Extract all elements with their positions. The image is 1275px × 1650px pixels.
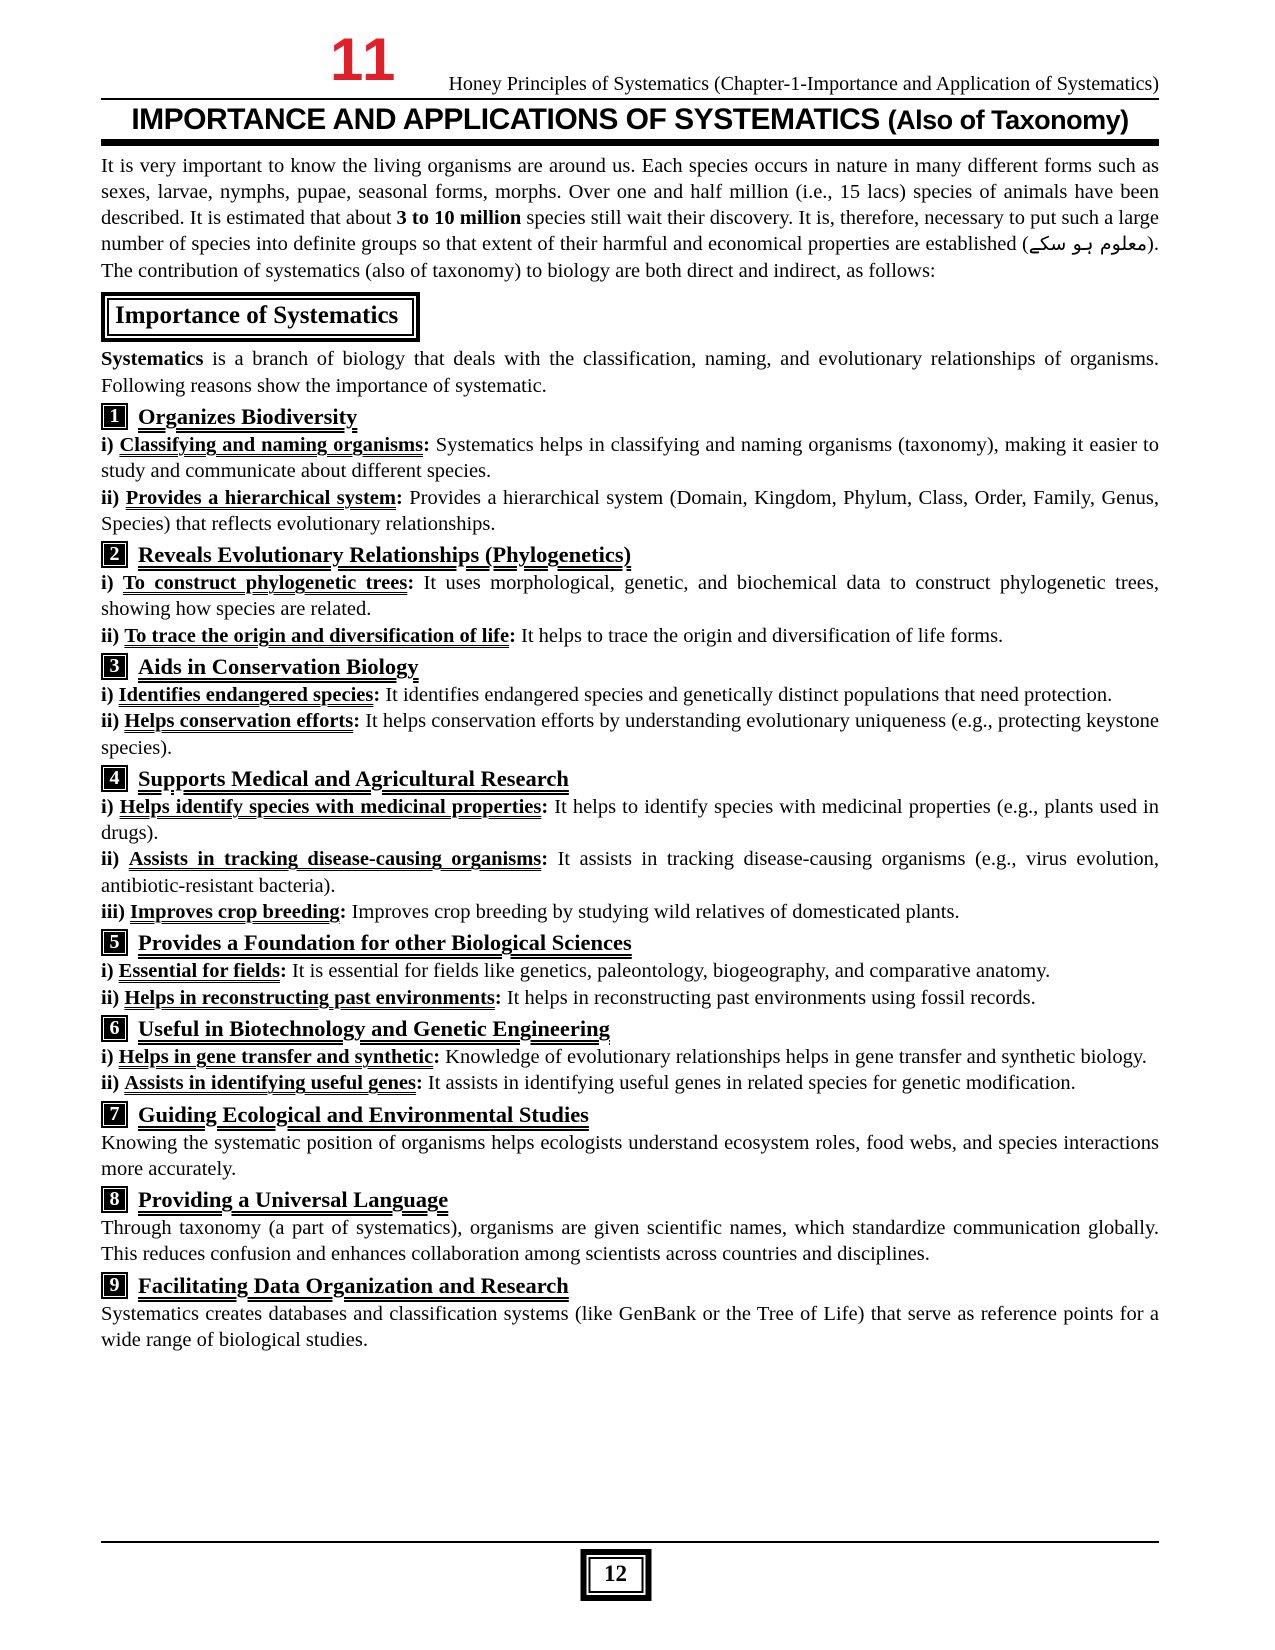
item-term: Classifying and naming organisms	[119, 433, 424, 456]
footer-rule	[101, 1541, 1159, 1543]
item-term: To trace the origin and diversification of life	[124, 624, 510, 647]
section-heading-text: Supports Medical and Agricultural Research	[138, 765, 569, 791]
section-heading-text: Facilitating Data Organization and Research	[138, 1272, 569, 1298]
item-label: ii)	[101, 624, 120, 647]
item-label: i)	[101, 684, 114, 706]
item-term: Provides a hierarchical system	[125, 486, 396, 509]
lead-bold-term: Systematics	[101, 348, 204, 371]
section-item	[101, 708, 1159, 761]
item-label: ii)	[101, 710, 120, 733]
item-term-colon: :	[395, 486, 403, 509]
section-item	[101, 682, 1159, 708]
section-item	[101, 846, 1159, 899]
importance-box	[101, 292, 420, 342]
urdu-phrase: معلوم ہو سکے	[1028, 233, 1148, 256]
item-text: It helps to trace the origin and diversification of life forms.	[515, 624, 1004, 647]
item-text: It identifies endangered species and genetically distinct populations that need protection.	[380, 684, 1113, 706]
intro-text-segment: species still wait their discovery. It is, therefore, necessary to put such a large number of species into definite groups so that extent of their harmful and economical properties are established (	[101, 207, 1159, 256]
chapter-page-number: 11	[330, 26, 398, 93]
item-term-colon: :	[280, 960, 287, 983]
section-item	[101, 1044, 1159, 1070]
section-heading	[101, 1015, 1159, 1042]
section-heading	[101, 403, 1159, 430]
item-text: It uses morphological, genetic, and biochemical data to construct phylogenetic trees, showing how species are related.	[101, 572, 1159, 621]
section-heading-text: Organizes Biodiversity	[138, 403, 358, 429]
section-item	[101, 623, 1159, 649]
item-label: ii)	[101, 1072, 120, 1095]
intro-text-segment: It is very important to know the living organisms are around us. Each species occurs in nature in many different forms such as sexes, larvae, nymphs, pupae, seasonal forms, morphs. Over one and half million (i.e., 15 lacs) species of animals have been described. It is estimated that about	[101, 154, 1159, 230]
importance-box-heading: Importance of Systematics	[107, 298, 414, 336]
item-term-colon: :	[541, 848, 549, 871]
item-label: i)	[101, 1045, 114, 1068]
item-label: i)	[101, 960, 114, 983]
section-paragraph: Systematics creates databases and classification systems (like GenBank or the Tree of Life) that serve as reference points for a wide range of biological studies.	[101, 1302, 1159, 1352]
section-heading-text: Useful in Biotechnology and Genetic Engineering	[138, 1015, 610, 1041]
lead-text: is a branch of biology that deals with the classification, naming, and evolutionary relationships of organisms. Following reasons show the importance of systematic.	[101, 348, 1159, 397]
item-term-colon: :	[353, 710, 361, 733]
section-heading	[101, 765, 1159, 792]
section-number-badge: 4	[101, 765, 128, 792]
item-label: i)	[101, 795, 114, 818]
sections	[101, 403, 1159, 1353]
section-heading	[101, 541, 1159, 568]
page-title-main: IMPORTANCE AND APPLICATIONS OF SYSTEMATICS	[131, 103, 880, 136]
section-heading-text: Aids in Conservation Biology	[138, 654, 419, 679]
section-number-badge: 1	[101, 403, 128, 430]
section-number-badge: 9	[101, 1272, 128, 1299]
item-term-colon: :	[509, 624, 516, 647]
section-number-badge: 7	[101, 1101, 128, 1128]
item-term: Essential for fields	[118, 960, 281, 983]
item-term-colon: :	[423, 433, 430, 456]
item-label: ii)	[101, 486, 120, 509]
item-text: Provides a hierarchical system (Domain, Kingdom, Phylum, Class, Order, Family, Genus, Species) that reflects evolutionary relationships.	[101, 486, 1159, 535]
item-text: Improves crop breeding by studying wild relatives of domesticated plants.	[346, 901, 960, 924]
item-text: It is essential for fields like genetics, paleontology, biogeography, and comparative anatomy.	[286, 960, 1051, 983]
section-heading	[101, 929, 1159, 956]
section-item	[101, 570, 1159, 623]
section-item	[101, 485, 1159, 538]
section-number-badge: 5	[101, 929, 128, 956]
section-paragraph: Through taxonomy (a part of systematics), organisms are given scientific names, which standardize communication globally. This reduces confusion and enhances collaboration among scientists across countries and disciplines.	[101, 1217, 1159, 1266]
section-number-badge: 6	[101, 1015, 128, 1042]
section-heading-text: Reveals Evolutionary Relationships (Phylogenetics)	[138, 542, 632, 568]
item-term: Helps conservation efforts	[124, 710, 354, 733]
section-number-badge: 8	[101, 1186, 128, 1213]
item-label: i)	[101, 433, 114, 456]
item-text: It assists in tracking disease-causing organisms (e.g., virus evolution, antibiotic-resistant bacteria).	[101, 848, 1159, 897]
item-text: Knowledge of evolutionary relationships helps in gene transfer and synthetic biology.	[440, 1045, 1147, 1068]
item-term-colon: :	[373, 684, 381, 706]
lead-paragraph	[101, 346, 1159, 399]
section-heading	[101, 1101, 1159, 1128]
section-heading	[101, 1272, 1159, 1299]
item-label: ii)	[101, 848, 120, 871]
item-label: ii)	[101, 986, 120, 1009]
page-title-suffix: (Also of Taxonomy)	[887, 105, 1129, 135]
item-term: Identifies endangered species	[118, 684, 374, 706]
section-paragraph: Knowing the systematic position of organisms helps ecologists understand ecosystem roles, food webs, and species interactions more accurately.	[101, 1131, 1159, 1180]
item-text: It assists in identifying useful genes in related species for genetic modification.	[422, 1072, 1076, 1095]
section-item	[101, 985, 1159, 1011]
item-term: Helps identify species with medicinal properties	[119, 795, 542, 818]
section-number-badge: 2	[101, 541, 128, 568]
item-text: It helps in reconstructing past environments using fossil records.	[501, 986, 1036, 1009]
item-term-colon: :	[415, 1072, 423, 1095]
section-item	[101, 958, 1159, 984]
intro-text-segment: 3 to 10 million	[396, 207, 522, 230]
section-item	[101, 432, 1159, 485]
item-term-colon: :	[433, 1045, 441, 1068]
item-text: It helps to identify species with medicinal properties (e.g., plants used in drugs).	[101, 795, 1159, 845]
item-term: Helps in gene transfer and synthetic	[118, 1045, 434, 1068]
item-text: Systematics helps in classifying and naming organisms (taxonomy), making it easier to study and communicate about different species.	[101, 433, 1160, 483]
section-heading	[101, 1186, 1159, 1213]
section-heading	[101, 653, 1159, 680]
section-heading-text: Providing a Universal Language	[138, 1187, 449, 1213]
item-label: iii)	[101, 901, 125, 924]
page-title	[101, 100, 1159, 146]
section-item	[101, 1070, 1159, 1096]
section-item	[101, 794, 1159, 847]
item-term-colon: :	[494, 986, 502, 1009]
section-heading-text: Guiding Ecological and Environmental Studies	[138, 1101, 589, 1127]
running-header: Honey Principles of Systematics (Chapter-1-Importance and Application of Systematics)	[101, 0, 1159, 100]
intro-paragraph	[101, 153, 1159, 284]
item-term: Assists in identifying useful genes	[124, 1072, 416, 1095]
item-term: Helps in reconstructing past environments	[124, 986, 495, 1009]
item-label: i)	[101, 572, 114, 595]
item-term-colon: :	[339, 901, 347, 924]
section-heading-text: Provides a Foundation for other Biological Sciences	[138, 930, 632, 956]
item-term-colon: :	[407, 572, 415, 595]
item-text: It helps conservation efforts by understanding evolutionary uniqueness (e.g., protecting keystone species).	[101, 710, 1160, 759]
page-number: 12	[588, 1557, 643, 1593]
section-number-badge: 3	[101, 653, 128, 680]
intro-text-segment: ). The contribution of systematics (also of taxonomy) to biology are both direct and indirect, as follows:	[101, 233, 1159, 282]
page-number-box	[580, 1549, 651, 1601]
item-term: Improves crop breeding	[130, 901, 340, 924]
document-body	[101, 153, 1159, 1354]
item-term: Assists in tracking disease-causing organisms	[128, 848, 542, 871]
section-item	[101, 899, 1159, 925]
item-term: To construct phylogenetic trees	[122, 572, 408, 595]
item-term-colon: :	[541, 795, 549, 818]
